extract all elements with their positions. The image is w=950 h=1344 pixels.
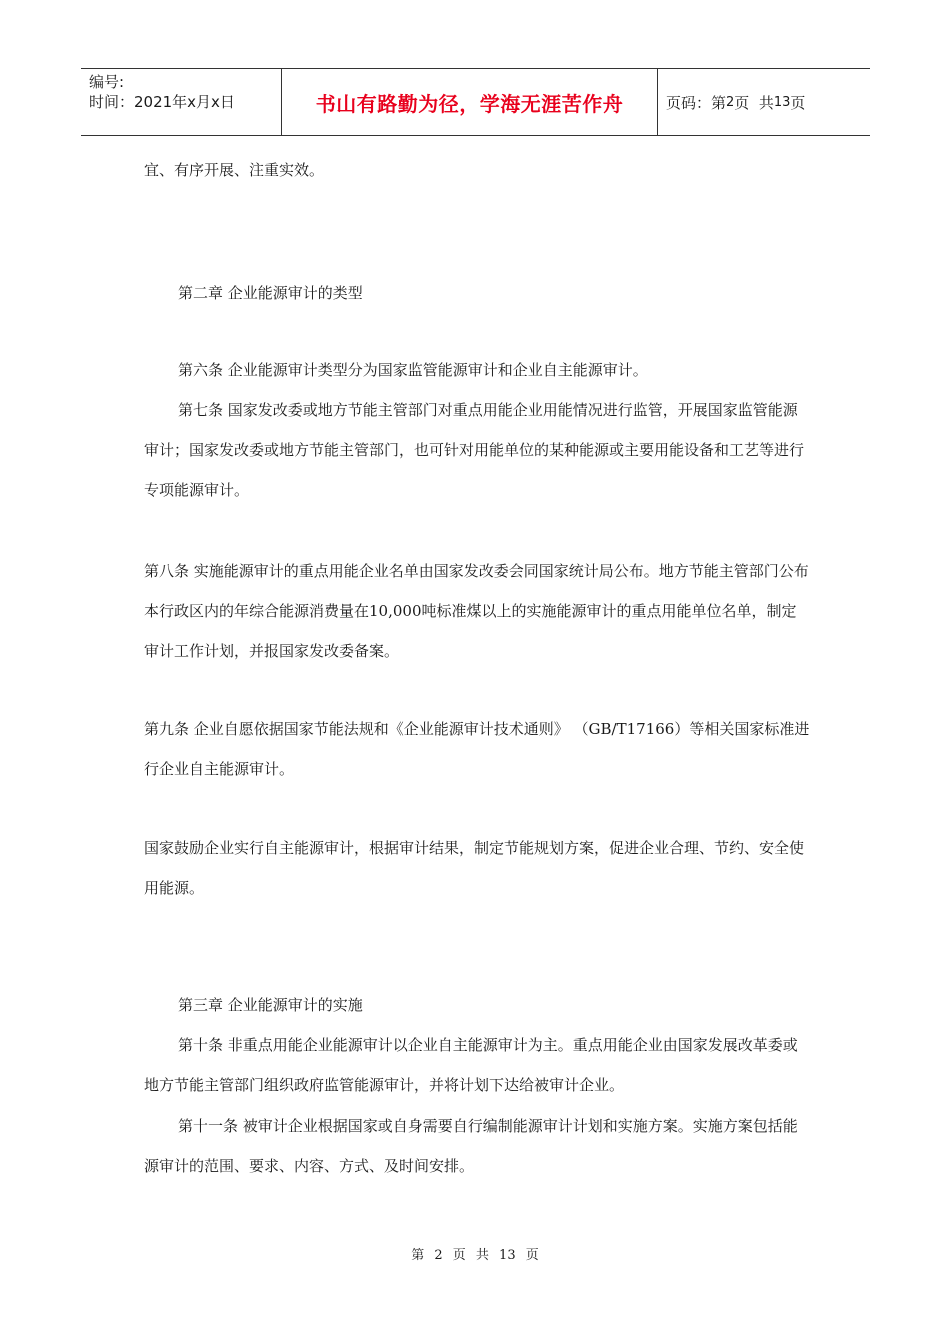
date-label: 时间：2021年x月x日 <box>89 93 235 111</box>
number-label: 编号: <box>89 73 125 91</box>
page-end: 页 <box>790 93 806 112</box>
article-nine: 第九条 企业自愿依据国家节能法规和《企业能源审计技术通则》 （GB/T17166）等相关国家标准进行企业自主能源审计。 <box>144 720 810 778</box>
page-total: 13 <box>773 94 791 110</box>
page-mid: 页 共 <box>734 93 774 112</box>
article-seven: 第七条 国家发改委或地方节能主管部门对重点用能企业用能情况进行监管，开展国家监管能源审计；国家发改委或地方节能主管部门，也可针对用能单位的某种能源或主要用能设备和工艺等进行专项能源审计。 <box>144 401 805 499</box>
article-eleven: 第十一条 被审计企业根据国家或自身需要自行编制能源审计计划和实施方案。实施方案包括能源审计的范围、要求、内容、方式、及时间安排。 <box>144 1117 798 1175</box>
article-eight: 第八条 实施能源审计的重点用能企业名单由国家发改委会同国家统计局公布。地方节能主管部门公布本行政区内的年综合能源消费量在10,000吨标准煤以上的实施能源审计的重点用能单位名单，制定审计工作计划，并报国家发改委备案。 <box>144 562 809 660</box>
document-header <box>81 68 870 136</box>
header-left-cell <box>81 69 282 135</box>
page-footer: 第 2 页 共 13 页 <box>411 1248 539 1263</box>
chapter-two-heading: 第二章 企业能源审计的类型 <box>178 284 363 302</box>
page-label: 页码：第 <box>666 93 727 112</box>
article-ten: 第十条 非重点用能企业能源审计以企业自主能源审计为主。重点用能企业由国家发展改革委或地方节能主管部门组织政府监管能源审计，并将计划下达给被审计企业。 <box>144 1036 798 1094</box>
chapter-three-heading: 第三章 企业能源审计的实施 <box>178 996 363 1014</box>
page-current: 2 <box>726 94 735 110</box>
paragraph-continuation: 宜、有序开展、注重实效。 <box>144 161 325 179</box>
header-page-info <box>658 69 870 135</box>
header-motto: 书山有路勤为径，学海无涯苦作舟 <box>282 69 658 135</box>
encouragement-paragraph: 国家鼓励企业实行自主能源审计，根据审计结果，制定节能规划方案，促进企业合理、节约、安全使用能源。 <box>144 839 805 897</box>
article-six: 第六条 企业能源审计类型分为国家监管能源审计和企业自主能源审计。 <box>178 361 648 379</box>
